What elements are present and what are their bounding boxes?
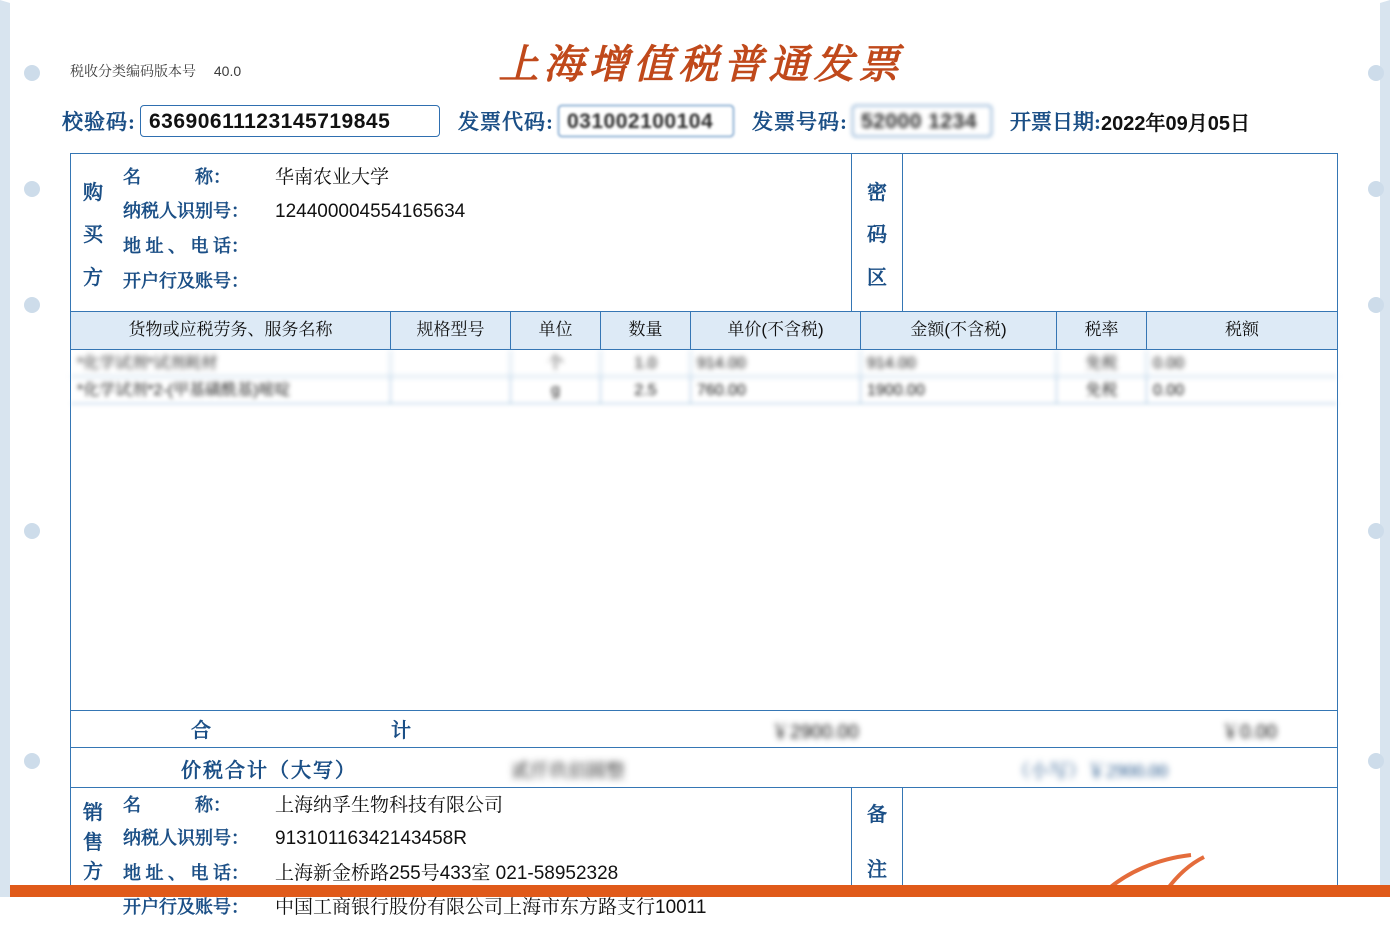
seller-name-value: 上海纳孚生物科技有限公司 <box>275 795 504 816</box>
goods-table-body <box>71 350 1337 710</box>
grand-total-chinese: 贰仟玖佰圆整 <box>511 761 626 782</box>
cell-empty <box>511 539 601 566</box>
cell-empty <box>1057 620 1147 647</box>
totals-row <box>71 710 1337 748</box>
cell-empty <box>1147 458 1337 485</box>
cell-empty <box>391 404 511 431</box>
cell-empty <box>391 620 511 647</box>
password-label-char: 码 <box>867 224 887 246</box>
cell-empty <box>1147 620 1337 647</box>
buyer-side-char: 购 <box>83 181 103 204</box>
goods-table-header <box>71 312 1337 350</box>
cell-empty <box>601 647 691 674</box>
cell-empty <box>71 458 391 485</box>
seller-bank-label: 开户行及账号： <box>123 897 249 917</box>
cell-empty <box>391 431 511 458</box>
table-row-empty <box>71 485 1337 512</box>
cell-empty <box>691 512 861 539</box>
cell-qty: 2.5 <box>601 377 691 404</box>
cell-empty <box>601 485 691 512</box>
cell-empty <box>71 647 391 674</box>
cell-empty <box>391 512 511 539</box>
seller-side-label <box>71 788 115 892</box>
seller-taxid-label: 纳税人识别号： <box>123 828 249 848</box>
cell-empty <box>391 647 511 674</box>
buyer-name-label: 名 称： <box>123 167 231 187</box>
bottom-strip <box>10 885 1390 897</box>
cell-empty <box>1147 512 1337 539</box>
cell-empty <box>691 566 861 593</box>
edge-dot <box>1368 523 1384 539</box>
cell-empty <box>71 404 391 431</box>
tax-code-version-label: 税收分类编码版本号 <box>70 63 196 79</box>
buyer-side-char: 买 <box>83 224 103 246</box>
cell-name: *化学试剂*2-(甲基磺酰基)嘧啶 <box>71 377 391 404</box>
cell-empty <box>861 620 1057 647</box>
cell-empty <box>861 647 1057 674</box>
table-row <box>71 377 1337 404</box>
cell-empty <box>861 431 1057 458</box>
remark-label <box>851 788 903 892</box>
buyer-name-field <box>123 162 823 197</box>
col-header-rate: 税率 <box>1057 312 1147 349</box>
edge-dot <box>1368 297 1384 313</box>
col-header-tax: 税额 <box>1225 320 1259 339</box>
table-row-empty <box>71 647 1337 674</box>
cell-empty <box>511 458 601 485</box>
seller-side-char: 方 <box>83 860 103 883</box>
cell-empty <box>1057 485 1147 512</box>
cell-empty <box>511 674 601 701</box>
col-header-amount: 金额(不含税) <box>861 312 1057 349</box>
cell-empty <box>1057 404 1147 431</box>
cell-spec <box>391 350 511 377</box>
check-code-value[interactable]: 63690611123145719845 <box>140 105 440 137</box>
cell-empty <box>1147 674 1337 701</box>
table-row-empty <box>71 512 1337 539</box>
cell-tax: 0.00 <box>1147 377 1337 404</box>
edge-dot <box>24 523 40 539</box>
cell-price: 760.00 <box>691 377 861 404</box>
totals-amount: ￥2900.00 <box>771 722 859 743</box>
table-row <box>71 350 1337 377</box>
cell-empty <box>691 431 861 458</box>
remark-label-char: 注 <box>867 859 887 881</box>
cell-empty <box>511 404 601 431</box>
cell-empty <box>691 485 861 512</box>
cell-empty <box>691 539 861 566</box>
seller-address-value: 上海新金桥路255号433室 021-58952328 <box>275 863 619 884</box>
grand-total-row <box>71 748 1337 788</box>
cell-empty <box>71 566 391 593</box>
seller-name-field <box>123 790 843 824</box>
edge-dot <box>1368 181 1384 197</box>
cell-empty <box>691 593 861 620</box>
cell-empty <box>391 593 511 620</box>
totals-label: 合 计 <box>191 720 441 742</box>
cell-qty: 1.0 <box>601 350 691 377</box>
table-row-empty <box>71 674 1337 701</box>
invoice-date-value: 2022年09月05日 <box>1101 112 1250 135</box>
col-header-price: 单价(不含税) <box>691 312 861 349</box>
cell-spec <box>391 377 511 404</box>
cell-rate: 免税 <box>1057 350 1147 377</box>
table-row-empty <box>71 566 1337 593</box>
buyer-taxid-field <box>123 197 823 232</box>
cell-empty <box>391 539 511 566</box>
grand-total-numeric: （小写）￥2900.00 <box>1011 761 1168 782</box>
cell-empty <box>1057 593 1147 620</box>
cell-empty <box>601 431 691 458</box>
cell-empty <box>861 485 1057 512</box>
cell-empty <box>1147 539 1337 566</box>
buyer-side-label <box>71 154 115 311</box>
cell-empty <box>511 485 601 512</box>
cell-empty <box>691 620 861 647</box>
table-row-empty <box>71 458 1337 485</box>
cell-tax: 0.00 <box>1147 350 1337 377</box>
cell-empty <box>1147 485 1337 512</box>
remark-label-char: 备 <box>867 804 887 826</box>
invoice-date-label: 开票日期: <box>1010 110 1101 134</box>
cell-empty <box>71 539 391 566</box>
table-row-empty <box>71 404 1337 431</box>
seller-fields <box>123 790 843 926</box>
cell-empty <box>601 404 691 431</box>
cell-empty <box>691 647 861 674</box>
cell-empty <box>71 674 391 701</box>
cell-empty <box>391 566 511 593</box>
table-row-empty <box>71 539 1337 566</box>
cell-empty <box>861 458 1057 485</box>
tax-code-version-value: 40.0 <box>213 63 242 79</box>
col-header-name: 货物或应税劳务、服务名称 <box>71 312 391 349</box>
cell-empty <box>1147 431 1337 458</box>
cell-empty <box>601 566 691 593</box>
cell-empty <box>71 593 391 620</box>
edge-dot <box>24 181 40 197</box>
cell-empty <box>691 404 861 431</box>
buyer-side-char: 方 <box>83 266 103 289</box>
cell-empty <box>511 566 601 593</box>
buyer-name-value: 华南农业大学 <box>275 167 390 188</box>
cell-empty <box>511 620 601 647</box>
buyer-taxid-value: 124400004554165634 <box>275 201 466 222</box>
cell-empty <box>1147 566 1337 593</box>
invoice-content <box>56 3 1346 918</box>
seller-bank-value: 中国工商银行股份有限公司上海市东方路支行10011 <box>275 897 707 918</box>
cell-name: *化学试剂*试剂耗材 <box>71 350 391 377</box>
seller-taxid-field <box>123 824 843 858</box>
edge-dot <box>24 753 40 769</box>
table-row-empty <box>71 620 1337 647</box>
cell-empty <box>861 674 1057 701</box>
seller-side-char: 销 <box>83 802 103 825</box>
cell-empty <box>861 539 1057 566</box>
cell-empty <box>1057 674 1147 701</box>
col-header-unit: 单位 <box>511 312 601 349</box>
seller-taxid-value: 91310116342143458R <box>275 828 467 849</box>
invoice-frame <box>70 153 1338 918</box>
cell-empty <box>1147 593 1337 620</box>
cell-empty <box>391 485 511 512</box>
cell-empty <box>691 674 861 701</box>
cell-price: 914.00 <box>691 350 861 377</box>
invoice-title: 上海增值税普通发票 <box>498 42 904 87</box>
col-header-qty: 数量 <box>601 312 691 349</box>
seller-bank-field <box>123 892 843 926</box>
edge-dot <box>24 65 40 81</box>
cell-empty <box>71 620 391 647</box>
buyer-address-field <box>123 232 823 267</box>
password-label-char: 区 <box>867 266 887 289</box>
cell-empty <box>1057 566 1147 593</box>
cell-unit: 个 <box>511 350 601 377</box>
cell-empty <box>71 431 391 458</box>
totals-tax: ￥0.00 <box>1221 722 1277 743</box>
cell-empty <box>861 593 1057 620</box>
invoice-no-value[interactable]: 52000 1234 <box>852 105 992 137</box>
cell-empty <box>391 458 511 485</box>
cell-empty <box>601 674 691 701</box>
cell-empty <box>601 512 691 539</box>
cell-empty <box>861 512 1057 539</box>
cell-empty <box>511 647 601 674</box>
cell-empty <box>861 404 1057 431</box>
invoice-code-value[interactable]: 031002100104 <box>558 105 734 137</box>
cell-empty <box>1147 404 1337 431</box>
cell-empty <box>1057 512 1147 539</box>
cell-rate: 免税 <box>1057 377 1147 404</box>
cell-empty <box>71 512 391 539</box>
seller-name-label: 名 称： <box>123 795 231 815</box>
table-row-empty <box>71 593 1337 620</box>
cell-empty <box>1057 458 1147 485</box>
cell-empty <box>861 566 1057 593</box>
cell-empty <box>1057 431 1147 458</box>
password-area-label <box>851 154 903 311</box>
cell-empty <box>601 458 691 485</box>
cell-empty <box>511 431 601 458</box>
cell-empty <box>511 512 601 539</box>
col-header-spec: 规格型号 <box>391 312 511 349</box>
edge-dot <box>1368 753 1384 769</box>
check-code-label: 校验码: <box>62 110 136 134</box>
seller-address-label: 地 址 、 电 话： <box>123 863 249 883</box>
code-row <box>62 101 1346 141</box>
buyer-block <box>71 154 1337 312</box>
cell-empty <box>601 539 691 566</box>
password-area-content <box>903 154 1337 311</box>
password-label-char: 密 <box>867 181 887 204</box>
edge-dot <box>24 297 40 313</box>
table-row-empty <box>71 431 1337 458</box>
buyer-taxid-label: 纳税人识别号： <box>123 201 249 221</box>
buyer-bank-label: 开户行及账号： <box>123 271 249 291</box>
cell-empty <box>601 593 691 620</box>
cell-empty <box>1147 647 1337 674</box>
invoice-no-label: 发票号码: <box>752 110 848 134</box>
buyer-fields <box>123 162 823 302</box>
cell-empty <box>391 674 511 701</box>
cell-empty <box>511 593 601 620</box>
cell-empty <box>601 620 691 647</box>
cell-empty <box>691 458 861 485</box>
edge-dot <box>1368 65 1384 81</box>
cell-empty <box>1057 539 1147 566</box>
cell-empty <box>71 485 391 512</box>
seller-side-char: 售 <box>83 831 103 854</box>
cell-amount: 914.00 <box>861 350 1057 377</box>
cell-unit: g <box>511 377 601 404</box>
cell-empty <box>1057 647 1147 674</box>
buyer-address-label: 地 址 、 电 话： <box>123 236 249 256</box>
grand-total-label: 价税合计（大写） <box>181 760 357 782</box>
cell-amount: 1900.00 <box>861 377 1057 404</box>
invoice-code-label: 发票代码: <box>458 110 554 134</box>
buyer-bank-field <box>123 267 823 302</box>
